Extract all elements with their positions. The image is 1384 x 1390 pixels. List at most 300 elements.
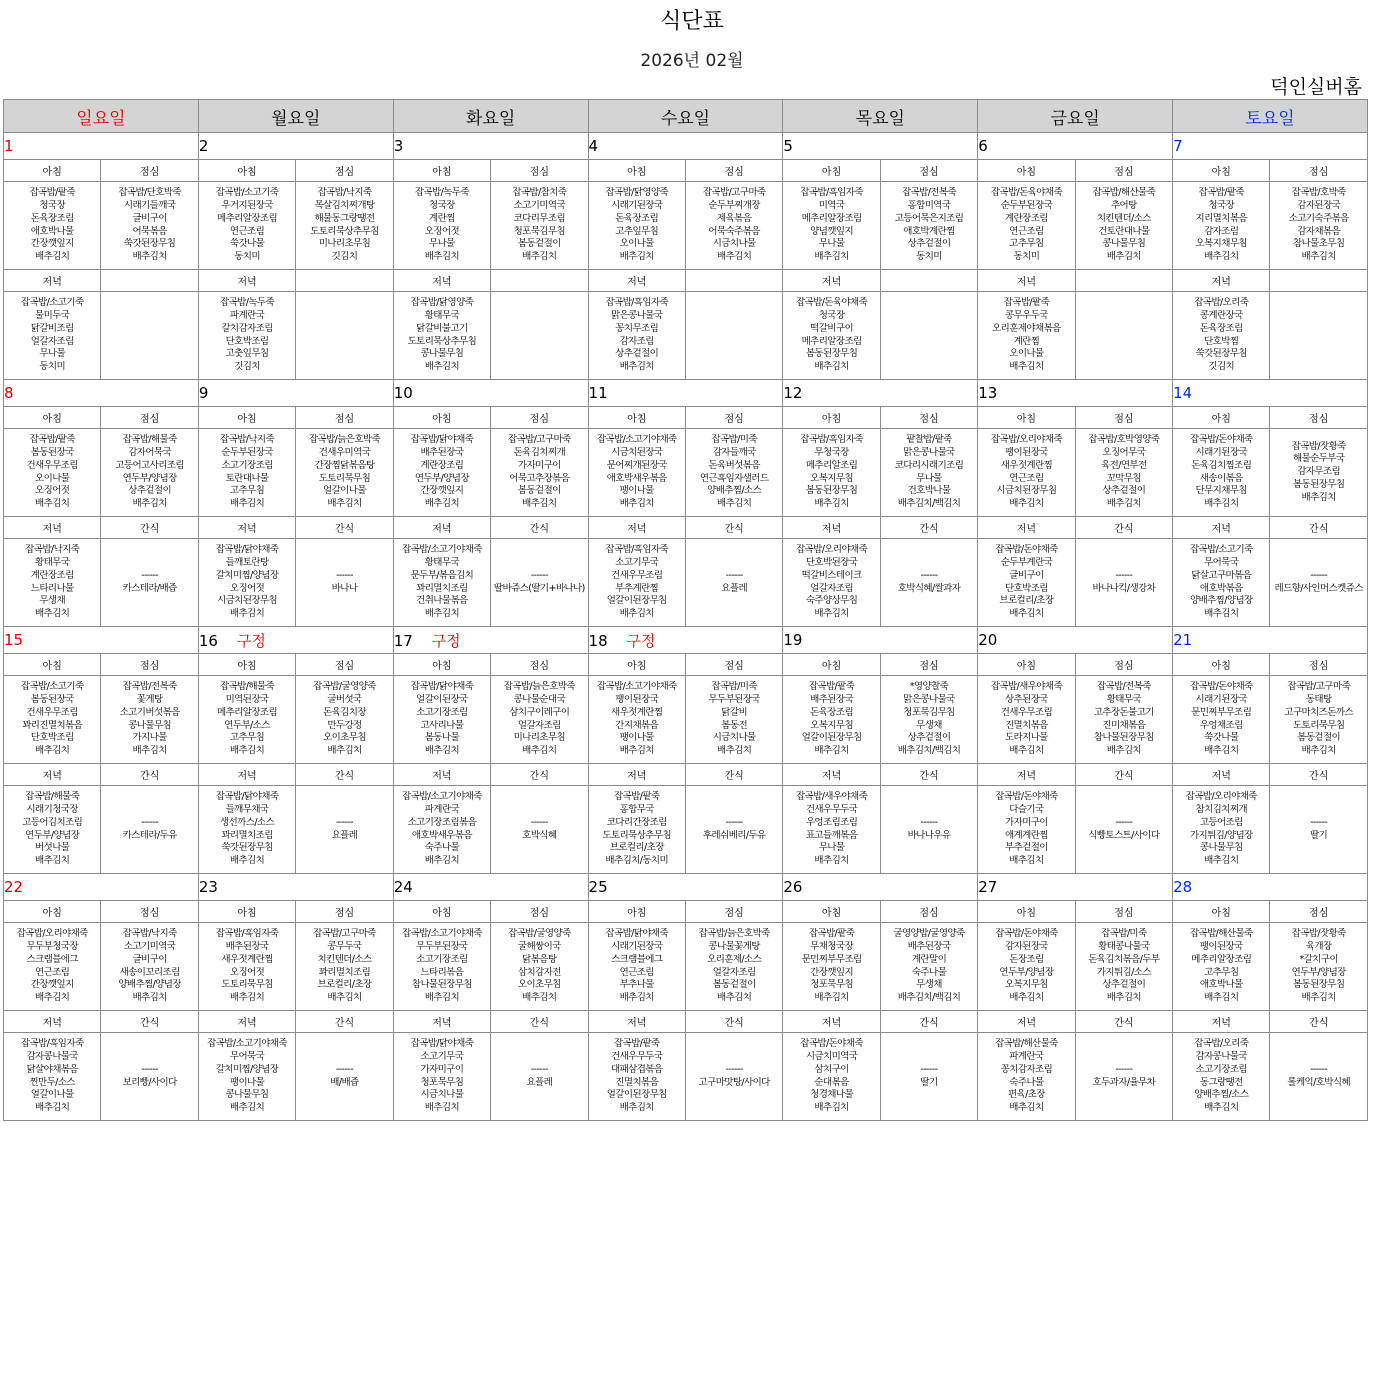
page-title: 식단표 <box>660 9 724 34</box>
menu-item: 소고기무국 <box>615 557 659 569</box>
meal-menu-cell <box>1173 1033 1270 1121</box>
meal-menu-cell <box>588 539 685 627</box>
menu-item: 글비구이 <box>132 953 167 965</box>
menu-item: 닭갈비조림 <box>30 322 74 334</box>
day-number: 4 <box>588 137 599 155</box>
meal-menu-cell <box>1075 923 1172 1011</box>
menu-item: 숙주나물 <box>424 842 460 854</box>
holiday-tag: 구정 <box>431 631 461 650</box>
menu-item: 배추김치 <box>424 607 460 619</box>
menu-item: 물미두국 <box>35 310 70 322</box>
menu-item: 진멸치볶음 <box>1004 719 1048 731</box>
menu-item: 새송이볶음 <box>1199 472 1243 484</box>
meal-label: 아침 <box>4 654 101 676</box>
menu-item: 배추김치 <box>424 991 460 1003</box>
menu-item: 잡곡밥/오리야채죽 <box>16 928 88 940</box>
meal-menu-cell <box>296 429 393 517</box>
menu-item: 홍합미역국 <box>907 200 951 212</box>
menu-item: ------ <box>530 569 548 581</box>
date-cell <box>1173 380 1368 407</box>
menu-item: 단호박조림 <box>30 732 74 744</box>
meal-label-row <box>4 1011 1368 1033</box>
menu-item: 잡곡밥/해물죽 <box>220 681 275 693</box>
menu-item: 감자콩나물국 <box>1195 1051 1247 1063</box>
menu-item: 다슬기국 <box>1009 804 1044 816</box>
menu-item: 배추김치 <box>229 1101 265 1113</box>
menu-item: 양념깻잎지 <box>810 225 854 237</box>
menu-item: 건새우미역국 <box>318 447 371 459</box>
date-cell <box>588 133 783 160</box>
meal-label-row <box>4 654 1368 676</box>
menu-item: 코다리시래기조림 <box>894 459 964 471</box>
menu-item: 배추김치 <box>522 744 557 756</box>
menu-item: 문어찌개된장국 <box>606 459 667 471</box>
menu-item: 오리훈제야채볶음 <box>992 322 1061 334</box>
menu-item: 감자된장국 <box>1297 200 1341 212</box>
meal-label: 점심 <box>1075 407 1172 429</box>
meal-menu-cell <box>198 182 295 270</box>
menu-item: 봄동된장국 <box>30 447 74 459</box>
menu-item: 잡곡밥/소고기야채죽 <box>596 434 677 446</box>
menu-item: 배추김치 <box>229 497 265 509</box>
menu-item: 계란찜 <box>1013 335 1040 347</box>
menu-item: 배추김치 <box>717 250 752 262</box>
meal-menu-cell <box>978 923 1075 1011</box>
meal-label: 저녁 <box>588 270 685 292</box>
menu-item: 보리빵/사이다 <box>122 1076 177 1088</box>
menu-item: 글비구이 <box>132 212 167 224</box>
menu-item: 잡곡밥/단호박죽 <box>118 187 181 199</box>
meal-menu-cell <box>588 786 685 874</box>
menu-item: 무생채 <box>916 719 942 731</box>
menu-item: 팥찰밥/팥죽 <box>906 434 952 446</box>
meal-menu-cell <box>685 182 782 270</box>
meal-menu-cell <box>491 786 588 874</box>
meal-label: 아침 <box>783 901 880 923</box>
weekday-header: 토요일 <box>1173 100 1368 133</box>
menu-item: 쑥갓된장무침 <box>1195 348 1247 360</box>
menu-item: 계란말이 <box>911 953 947 965</box>
menu-item: 대패삼겹볶음 <box>611 1063 663 1075</box>
meal-label-row <box>4 901 1368 923</box>
menu-item: ------ <box>920 569 938 581</box>
menu-item: 돈육김치장 <box>323 706 366 718</box>
menu-item: 배추김치 <box>132 744 167 756</box>
menu-item: 감자들깨국 <box>712 447 756 459</box>
meal-menu-cell <box>1173 676 1270 764</box>
menu-item: 롤케익/호박식혜 <box>1287 1076 1351 1088</box>
meal-label <box>1270 270 1367 292</box>
menu-item: 떡갈비구이 <box>810 322 854 334</box>
menu-item: 가자미구이 <box>420 1063 464 1075</box>
menu-item: 브로컬리/초장 <box>317 979 372 991</box>
menu-item: 목살김치찌개탕 <box>314 200 375 212</box>
menu-item: ------ <box>530 816 548 828</box>
day-number: 24 <box>393 878 413 896</box>
menu-item: 잡곡밥/소고기죽 <box>215 187 279 199</box>
weekday-header-row <box>4 100 1368 133</box>
date-cell <box>1173 627 1368 654</box>
menu-item: 봄동된장무침 <box>1292 979 1345 991</box>
menu-item: 팽이나물 <box>619 485 654 497</box>
menu-item: 숙주나물 <box>1009 1076 1044 1088</box>
menu-item: 얼갈이된장무침 <box>606 595 667 607</box>
date-cell <box>4 874 199 901</box>
menu-item: 지리멸치볶음 <box>1195 212 1247 224</box>
menu-item: 시래기들깨국 <box>123 200 176 212</box>
menu-item: ------ <box>335 816 353 828</box>
meal-menu-cell <box>393 1033 490 1121</box>
meal-menu-cell <box>198 539 295 627</box>
date-cell <box>783 627 978 654</box>
meal-label: 아침 <box>393 901 490 923</box>
menu-item: 배추된장국 <box>907 941 951 953</box>
day-number: 16 <box>198 631 218 650</box>
meal-label: 점심 <box>1075 654 1172 676</box>
menu-item: 잡곡밥/닭영양죽 <box>605 187 669 199</box>
menu-item: 맑은콩나물국 <box>611 310 663 322</box>
menu-item: 잡곡밥/오리죽 <box>1194 297 1249 309</box>
menu-item: 만두강정 <box>327 719 362 731</box>
meal-label: 간식 <box>1075 1011 1172 1033</box>
menu-item: 호박식혜 <box>522 829 557 841</box>
menu-item: 배추김치/백김치 <box>897 991 961 1003</box>
menu-item: 동치미 <box>916 250 942 262</box>
meal-menu-cell <box>296 539 393 627</box>
meal-menu-cell <box>880 539 977 627</box>
menu-item: 무나물 <box>429 238 455 250</box>
meal-label: 저녁 <box>393 764 490 786</box>
menu-item: ------ <box>1115 1063 1133 1075</box>
meal-label: 점심 <box>491 654 588 676</box>
menu-item: 가지나물 <box>132 732 167 744</box>
meal-menu-cell <box>880 1033 977 1121</box>
organization-name: 덕인실버홈 <box>1270 76 1362 98</box>
menu-item: 도토리묵무침 <box>221 979 273 991</box>
meal-label: 점심 <box>1075 160 1172 182</box>
menu-item: 콩나물무침 <box>128 719 172 731</box>
menu-item: 잡곡밥/닭야채죽 <box>215 544 279 556</box>
menu-item: 돈육장조림 <box>30 212 74 224</box>
menu-item: 청포묵무침 <box>420 1076 464 1088</box>
date-cell <box>588 874 783 901</box>
meal-label: 점심 <box>296 901 393 923</box>
menu-item: 순두부계란국 <box>1000 557 1053 569</box>
meal-label: 저녁 <box>4 1011 101 1033</box>
weekday-header: 일요일 <box>4 100 199 133</box>
meal-label <box>296 270 393 292</box>
meal-menu-cell <box>101 786 198 874</box>
menu-item: 홍합무국 <box>619 804 654 816</box>
meal-menu-cell <box>1173 429 1270 517</box>
date-row <box>4 380 1368 407</box>
menu-item: 맑은콩나물국 <box>903 447 955 459</box>
meal-menu-cell <box>393 292 490 380</box>
menu-item: 순대볶음 <box>814 1076 849 1088</box>
menu-item: 배추김치 <box>35 250 70 262</box>
menu-item: 무어묵국 <box>229 1051 265 1063</box>
menu-item: 돈육장조림 <box>615 212 659 224</box>
menu-item: 잡곡밥/소고기야채죽 <box>596 681 677 693</box>
menu-item: 무두부청국장 <box>26 941 78 953</box>
menu-item: 배추김치 <box>1301 744 1336 756</box>
menu-item: 미나리초무침 <box>513 732 566 744</box>
meal-menu-cell <box>588 182 685 270</box>
meal-label-row <box>4 407 1368 429</box>
meal-menu-cell <box>198 923 295 1011</box>
menu-item: 얼갈자조림 <box>712 966 756 978</box>
menu-item: 잡곡밥/고구마죽 <box>702 187 766 199</box>
menu-item: 배추김치 <box>522 497 557 509</box>
menu-item: 연근흑임자샐러드 <box>699 472 769 484</box>
menu-item: 얼갈이나물 <box>30 1089 74 1101</box>
date-row <box>4 133 1368 160</box>
meal-menu-cell <box>198 292 295 380</box>
menu-item: 메추리알장조림 <box>801 212 862 224</box>
date-cell <box>198 874 393 901</box>
menu-item: 해물동그랑땡전 <box>314 212 375 224</box>
meal-label: 간식 <box>685 517 782 539</box>
menu-item: 순두부된장국 <box>1000 200 1053 212</box>
menu-item: 건토란대나물 <box>1098 225 1150 237</box>
menu-item: 카스테라/배즙 <box>122 582 177 594</box>
meal-label: 간식 <box>880 1011 977 1033</box>
meal-label: 아침 <box>4 407 101 429</box>
meal-label: 아침 <box>783 654 880 676</box>
menu-item: 단호박찜 <box>1204 335 1239 347</box>
menu-item: 감자어묵국 <box>128 447 172 459</box>
menu-item: 청국장 <box>818 310 845 322</box>
menu-item: 배추김치 <box>35 497 70 509</box>
menu-item: 배추김치 <box>619 497 654 509</box>
menu-item: 어묵볶음 <box>132 225 167 237</box>
day-number: 5 <box>783 137 793 155</box>
menu-item: 무어묵국 <box>1204 557 1239 569</box>
day-number: 10 <box>393 384 413 402</box>
meal-label: 저녁 <box>198 1011 295 1033</box>
meal-label: 아침 <box>1173 901 1270 923</box>
menu-item: 닭살야채볶음 <box>26 1063 78 1075</box>
menu-item: 시금치된장국 <box>611 447 663 459</box>
menu-item: 브로컬리/초장 <box>609 842 664 854</box>
menu-item: 숙주나물 <box>911 966 947 978</box>
menu-item: 꼬막무침 <box>1106 472 1141 484</box>
menu-item: 팽이된장국 <box>1004 447 1048 459</box>
meal-menu-cell <box>393 676 490 764</box>
menu-item: 연근조림 <box>619 966 654 978</box>
menu-item: 잡곡밥/닭야채죽 <box>410 434 474 446</box>
date-row <box>4 627 1368 654</box>
menu-item: 잡곡밥/해물죽 <box>25 791 80 803</box>
menu-item: 배추김치 <box>229 991 265 1003</box>
meal-label: 간식 <box>685 764 782 786</box>
menu-item: 어묵숙주볶음 <box>708 225 760 237</box>
menu-item: 얼갈이된장무침 <box>606 1089 667 1101</box>
day-number: 2 <box>198 137 209 155</box>
menu-item: 건새우무두국 <box>805 804 858 816</box>
menu-item: 감자무조림 <box>1297 466 1341 478</box>
menu-item: 잡곡밥/흑임자죽 <box>20 1038 84 1050</box>
menu-item: 도토리묵상추무침 <box>602 829 672 841</box>
menu-item: 배추김치 <box>424 360 460 372</box>
menu-item: 새우젓계란찜 <box>1000 459 1053 471</box>
menu-item: 잡곡밥/새우야채죽 <box>990 681 1063 693</box>
meal-menu-cell <box>1075 676 1172 764</box>
menu-item: 무생채 <box>39 595 66 607</box>
meal-menu-cell <box>4 923 101 1011</box>
menu-item: 배추김치 <box>1301 991 1336 1003</box>
meal-menu-cell <box>880 923 977 1011</box>
meal-label: 점심 <box>1075 901 1172 923</box>
meal-label-row <box>4 270 1368 292</box>
meal-menu-cell <box>1173 182 1270 270</box>
meal-menu-cell <box>1173 786 1270 874</box>
menu-item: 배추김치 <box>1106 744 1141 756</box>
menu-item: 잡곡밥/호박죽 <box>1291 187 1346 199</box>
menu-item: 닭갈비불고기 <box>416 322 468 334</box>
menu-item: 잡곡밥/미죽 <box>711 434 757 446</box>
menu-item: 무두부된장국 <box>416 941 468 953</box>
menu-item: 무청국장 <box>814 447 849 459</box>
day-number: 9 <box>198 384 209 402</box>
day-number: 8 <box>4 384 14 402</box>
meal-label: 간식 <box>1075 517 1172 539</box>
menu-item: 잡곡밥/해물죽 <box>122 434 177 446</box>
meal-menu-cell <box>685 786 782 874</box>
menu-item: 애호박새우볶음 <box>606 472 667 484</box>
menu-item: 잡곡밥/늙은호박죽 <box>503 681 575 693</box>
menu-item: 배추김치 <box>1301 250 1336 262</box>
meal-menu-cell <box>1075 182 1172 270</box>
menu-item: 잡곡밥/흑임자죽 <box>605 297 669 309</box>
day-number: 3 <box>393 137 404 155</box>
meal-label: 점심 <box>880 901 977 923</box>
menu-item: 건취나물볶음 <box>416 595 468 607</box>
menu-item: 글비구이 <box>1009 569 1044 581</box>
menu-item: 배추김치 <box>1106 991 1141 1003</box>
menu-item: 시래기된장국 <box>1195 694 1247 706</box>
meal-menu-cell <box>880 292 977 380</box>
menu-item: 파계란국 <box>1009 1051 1044 1063</box>
meal-menu-cell <box>296 1033 393 1121</box>
meal-label: 저녁 <box>1173 517 1270 539</box>
meal-menu-cell <box>491 1033 588 1121</box>
menu-item: 배추김치 <box>1009 1101 1044 1113</box>
day-number: 7 <box>1173 137 1183 155</box>
menu-item: 단호박조림 <box>1004 582 1048 594</box>
menu-item: 시금치나물 <box>712 238 756 250</box>
menu-item: 오징어젓 <box>229 582 265 594</box>
meal-menu-row <box>4 292 1368 380</box>
menu-item: 오이나물 <box>35 472 70 484</box>
menu-item: 도토리묵무침 <box>1292 719 1345 731</box>
meal-label: 간식 <box>1075 764 1172 786</box>
day-number: 27 <box>978 878 998 896</box>
menu-item: 잡곡밥/오리야채죽 <box>990 434 1063 446</box>
menu-item: 잡곡밥/돈야채죽 <box>1189 434 1253 446</box>
menu-item: 파계란국 <box>229 310 265 322</box>
meal-menu-cell <box>491 676 588 764</box>
date-cell <box>588 627 783 654</box>
meal-label: 저녁 <box>588 764 685 786</box>
menu-item: 배추김치 <box>1009 607 1044 619</box>
menu-item: 얼갈자조림 <box>30 335 74 347</box>
menu-item: 잡곡밥/돈야채죽 <box>995 544 1058 556</box>
meal-menu-cell <box>783 429 880 517</box>
menu-item: 감자콩나물국 <box>26 1051 78 1063</box>
meal-label: 아침 <box>393 407 490 429</box>
meal-label: 점심 <box>101 901 198 923</box>
meal-label: 저녁 <box>393 517 490 539</box>
meal-label: 점심 <box>1270 160 1367 182</box>
menu-item: 황태무국 <box>424 557 460 569</box>
menu-item: 갈치감자조림 <box>221 322 273 334</box>
day-number: 13 <box>978 384 998 402</box>
menu-item: 시금치나물 <box>420 1089 464 1101</box>
menu-item: 연두부/소스 <box>224 719 270 731</box>
meal-label: 아침 <box>588 160 685 182</box>
meal-label: 간식 <box>296 1011 393 1033</box>
menu-item: 도토리묵무침 <box>318 472 371 484</box>
menu-item: 부추계란찜 <box>615 582 659 594</box>
menu-item: 오리훈제/소스 <box>707 953 762 965</box>
menu-item: 시래기된장국 <box>1195 447 1247 459</box>
menu-item: 배추김치 <box>132 991 167 1003</box>
meal-menu-cell <box>1270 786 1367 874</box>
menu-item: 잡곡밥/늙은호박죽 <box>698 928 770 940</box>
menu-item: 잡곡밥/돈육야채죽 <box>990 187 1063 199</box>
meal-menu-cell <box>588 923 685 1011</box>
menu-item: 간지채볶음 <box>615 719 659 731</box>
menu-item: 배추김치 <box>229 854 265 866</box>
menu-item: 무나물 <box>818 842 845 854</box>
meal-label: 아침 <box>1173 407 1270 429</box>
menu-item: 레드향/사인머스켓쥬스 <box>1274 582 1363 594</box>
meal-menu-cell <box>978 292 1075 380</box>
menu-item: 청포묵김무침 <box>513 225 566 237</box>
menu-item: 떡갈비스테이크 <box>801 569 862 581</box>
menu-item: 고추무침 <box>1009 238 1044 250</box>
menu-item: 무두부된장국 <box>708 694 760 706</box>
meal-label: 아침 <box>1173 654 1270 676</box>
menu-item: ------ <box>141 1063 159 1075</box>
menu-item: 돈육버섯볶음 <box>708 459 760 471</box>
menu-item: 메추리알장조림 <box>217 212 278 224</box>
meal-label: 간식 <box>491 1011 588 1033</box>
menu-item: 잡곡밥/고구마죽 <box>508 434 571 446</box>
meal-menu-cell <box>880 786 977 874</box>
date-cell <box>588 380 783 407</box>
menu-item: 배추김치 <box>717 497 752 509</box>
menu-item: 연근조림 <box>1009 472 1044 484</box>
menu-item: 콩나물순대국 <box>513 694 566 706</box>
meal-label: 저녁 <box>588 517 685 539</box>
menu-item: 문민찌부무조림 <box>801 953 862 965</box>
menu-item: 삼치감자전 <box>517 966 561 978</box>
menu-item: 도라지나물 <box>1004 732 1048 744</box>
menu-item: 토란대나물 <box>225 472 269 484</box>
menu-item: 고사리나물 <box>420 719 464 731</box>
menu-item: 새우젓계란찜 <box>611 706 663 718</box>
menu-item: 배추김치 <box>814 607 849 619</box>
meal-menu-row <box>4 182 1368 270</box>
meal-menu-cell <box>1075 786 1172 874</box>
menu-item: 추어탕 <box>1110 200 1137 212</box>
menu-item: 배추김치 <box>522 991 557 1003</box>
menu-item: 배추된장국 <box>225 941 269 953</box>
menu-item: 참나물된장무침 <box>411 979 472 991</box>
menu-item: 메추리알조림 <box>805 459 858 471</box>
